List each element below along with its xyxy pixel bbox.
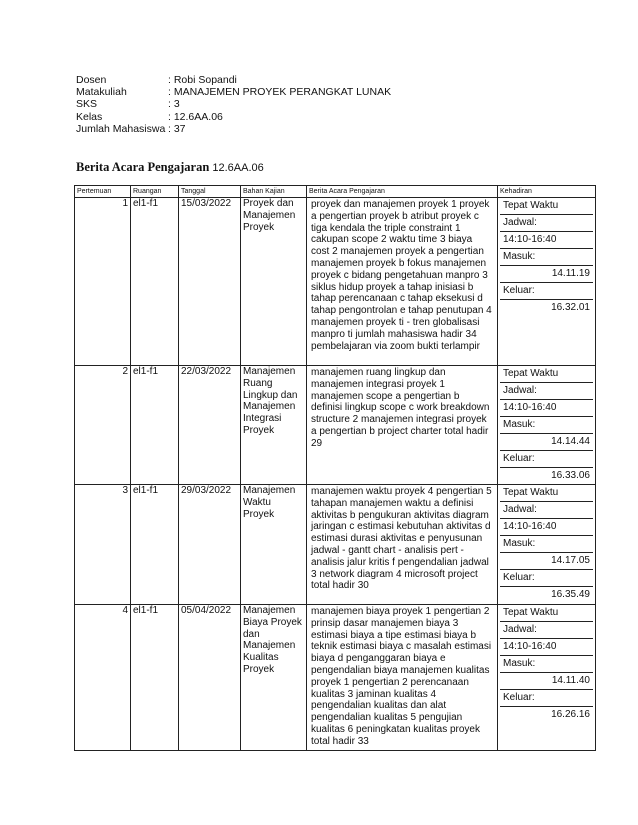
cell-kehadiran bbox=[498, 198, 596, 366]
jadwal-label: Jadwal: bbox=[500, 502, 593, 519]
info-kelas bbox=[76, 111, 391, 123]
cell-ruangan: el1-f1 bbox=[131, 605, 179, 751]
info-jumlah bbox=[76, 123, 391, 135]
jadwal-value: 14:10-16:40 bbox=[500, 232, 593, 249]
berita-text: manajemen waktu proyek 4 pengertian 5 tahapan manajemen waktu a definisi aktivitas b pengukuran aktivitas diagram jaringan c estimasi kebutuhan aktivitas d estimasi durasi aktivitas e penyusunan jadwal - gantt chart - analisis pert - analisis jalur kritis f pengendalian jadwal 3 network diagram 4 microsoft project total hadir 30 bbox=[311, 486, 492, 592]
jadwal-value: 14:10-16:40 bbox=[500, 400, 593, 417]
info-value: : 3 bbox=[168, 98, 180, 111]
berita-acara-table bbox=[74, 185, 596, 751]
masuk-value: 14.14.44 bbox=[500, 434, 593, 451]
cell-kehadiran bbox=[498, 605, 596, 751]
info-matakuliah bbox=[76, 86, 391, 98]
info-value: : Robi Sopandi bbox=[168, 74, 237, 86]
cell-kehadiran bbox=[498, 485, 596, 605]
keluar-label: Keluar: bbox=[500, 451, 593, 468]
cell-tanggal: 29/03/2022 bbox=[179, 485, 241, 605]
cell-berita bbox=[307, 605, 498, 751]
header-pertemuan: Pertemuan bbox=[75, 186, 131, 198]
cell-pertemuan: 3 bbox=[75, 485, 131, 605]
table-row bbox=[75, 198, 596, 366]
cell-pertemuan: 4 bbox=[75, 605, 131, 751]
kehadiran-status: Tepat Waktu bbox=[500, 198, 593, 215]
info-label: Jumlah Mahasiswa bbox=[76, 122, 166, 135]
info-dosen bbox=[76, 74, 391, 86]
header-berita: Berita Acara Pengajaran bbox=[307, 186, 498, 198]
berita-text: manajemen ruang lingkup dan manajemen integrasi proyek 1 manajemen scope a pengertian b definisi lingkup scope c work breakdown structure 2 manajemen integrasi proyek a pengertian b project charter total hadir 29 bbox=[311, 367, 490, 449]
keluar-value: 16.33.06 bbox=[551, 470, 590, 481]
info-label: Dosen bbox=[76, 74, 107, 86]
cell-bahan: Proyek dan Manajemen Proyek bbox=[241, 198, 307, 366]
masuk-label: Masuk: bbox=[500, 656, 593, 673]
cell-ruangan: el1-f1 bbox=[131, 198, 179, 366]
masuk-value: 14.17.05 bbox=[500, 553, 593, 570]
header-bahan: Bahan Kajian bbox=[241, 186, 307, 198]
course-info bbox=[76, 74, 391, 135]
kehadiran-status: Tepat Waktu bbox=[500, 485, 593, 502]
masuk-label: Masuk: bbox=[500, 417, 593, 434]
cell-bahan: Manajemen Biaya Proyek dan Manajemen Kualitas Proyek bbox=[241, 605, 307, 751]
cell-ruangan: el1-f1 bbox=[131, 485, 179, 605]
cell-tanggal: 05/04/2022 bbox=[179, 605, 241, 751]
cell-berita bbox=[307, 366, 498, 485]
table-header-row bbox=[75, 186, 596, 198]
title-main: Berita Acara Pengajaran bbox=[76, 160, 210, 174]
table-row bbox=[75, 605, 596, 751]
header-kehadiran: Kehadiran bbox=[498, 186, 596, 198]
keluar-label: Keluar: bbox=[500, 570, 593, 587]
info-value: : 12.6AA.06 bbox=[168, 110, 223, 123]
cell-tanggal: 22/03/2022 bbox=[179, 366, 241, 485]
keluar-value: 16.35.49 bbox=[551, 589, 590, 600]
cell-kehadiran bbox=[498, 366, 596, 485]
page-title bbox=[76, 160, 264, 175]
cell-bahan: Manajemen Waktu Proyek bbox=[241, 485, 307, 605]
masuk-label: Masuk: bbox=[500, 536, 593, 553]
keluar-label: Keluar: bbox=[500, 690, 593, 707]
masuk-label: Masuk: bbox=[500, 249, 593, 266]
keluar-label: Keluar: bbox=[500, 283, 593, 300]
jadwal-label: Jadwal: bbox=[500, 383, 593, 400]
info-value: : MANAJEMEN PROYEK PERANGKAT LUNAK bbox=[168, 86, 392, 99]
cell-berita bbox=[307, 485, 498, 605]
table-row bbox=[75, 366, 596, 485]
berita-text: proyek dan manajemen proyek 1 proyek a pengertian proyek b atribut proyek c tiga kendala the triple constraint 1 cakupan scope 2 waktu time 3 biaya cost 2 manajemen proyek a pengertian manajemen proyek b fokus manajemen proyek c bidang pengetahuan manpro 3 siklus hidup proyek a tahap inisiasi b tahap perencanaan c tahap eksekusi d tahap pengontrolan e tahap penutupan 4 manajemen proyek ti - tren globalisasi manpro ti jumlah mahasiswa hadir 34 pembelajaran via zoom bukti terlampir bbox=[311, 199, 492, 352]
info-label: Matakuliah bbox=[76, 86, 127, 99]
header-tanggal: Tanggal bbox=[179, 186, 241, 198]
kehadiran-status: Tepat Waktu bbox=[500, 366, 593, 383]
table-row bbox=[75, 485, 596, 605]
keluar-value: 16.32.01 bbox=[551, 302, 590, 313]
info-label: Kelas bbox=[76, 110, 103, 123]
header-ruangan: Ruangan bbox=[131, 186, 179, 198]
cell-tanggal: 15/03/2022 bbox=[179, 198, 241, 366]
title-kelas: 12.6AA.06 bbox=[212, 162, 264, 174]
cell-pertemuan: 1 bbox=[75, 198, 131, 366]
info-sks bbox=[76, 98, 391, 110]
cell-berita bbox=[307, 198, 498, 366]
masuk-value: 14.11.19 bbox=[500, 266, 593, 283]
info-label: SKS bbox=[76, 98, 98, 111]
kehadiran-status: Tepat Waktu bbox=[500, 605, 593, 622]
cell-ruangan: el1-f1 bbox=[131, 366, 179, 485]
jadwal-value: 14:10-16:40 bbox=[500, 639, 593, 656]
berita-text: manajemen biaya proyek 1 pengertian 2 prinsip dasar manajemen biaya 3 estimasi biaya a tipe estimasi biaya b teknik estimasi biaya c masalah estimasi biaya d penganggaran biaya e pengendalian biaya manajemen kualitas proyek 1 pengertian 2 perencanaan kualitas 3 jaminan kualitas 4 pengendalian kualitas dan alat pengendalian kualitas 5 pengujian kualitas 6 peningkatan kualitas proyek total hadir 33 bbox=[311, 606, 492, 747]
masuk-value: 14.11.40 bbox=[500, 673, 593, 690]
jadwal-label: Jadwal: bbox=[500, 622, 593, 639]
info-value: : 37 bbox=[168, 122, 186, 135]
cell-bahan: Manajemen Ruang Lingkup dan Manajemen Integrasi Proyek bbox=[241, 366, 307, 485]
jadwal-value: 14:10-16:40 bbox=[500, 519, 593, 536]
jadwal-label: Jadwal: bbox=[500, 215, 593, 232]
cell-pertemuan: 2 bbox=[75, 366, 131, 485]
keluar-value: 16.26.16 bbox=[551, 709, 590, 720]
